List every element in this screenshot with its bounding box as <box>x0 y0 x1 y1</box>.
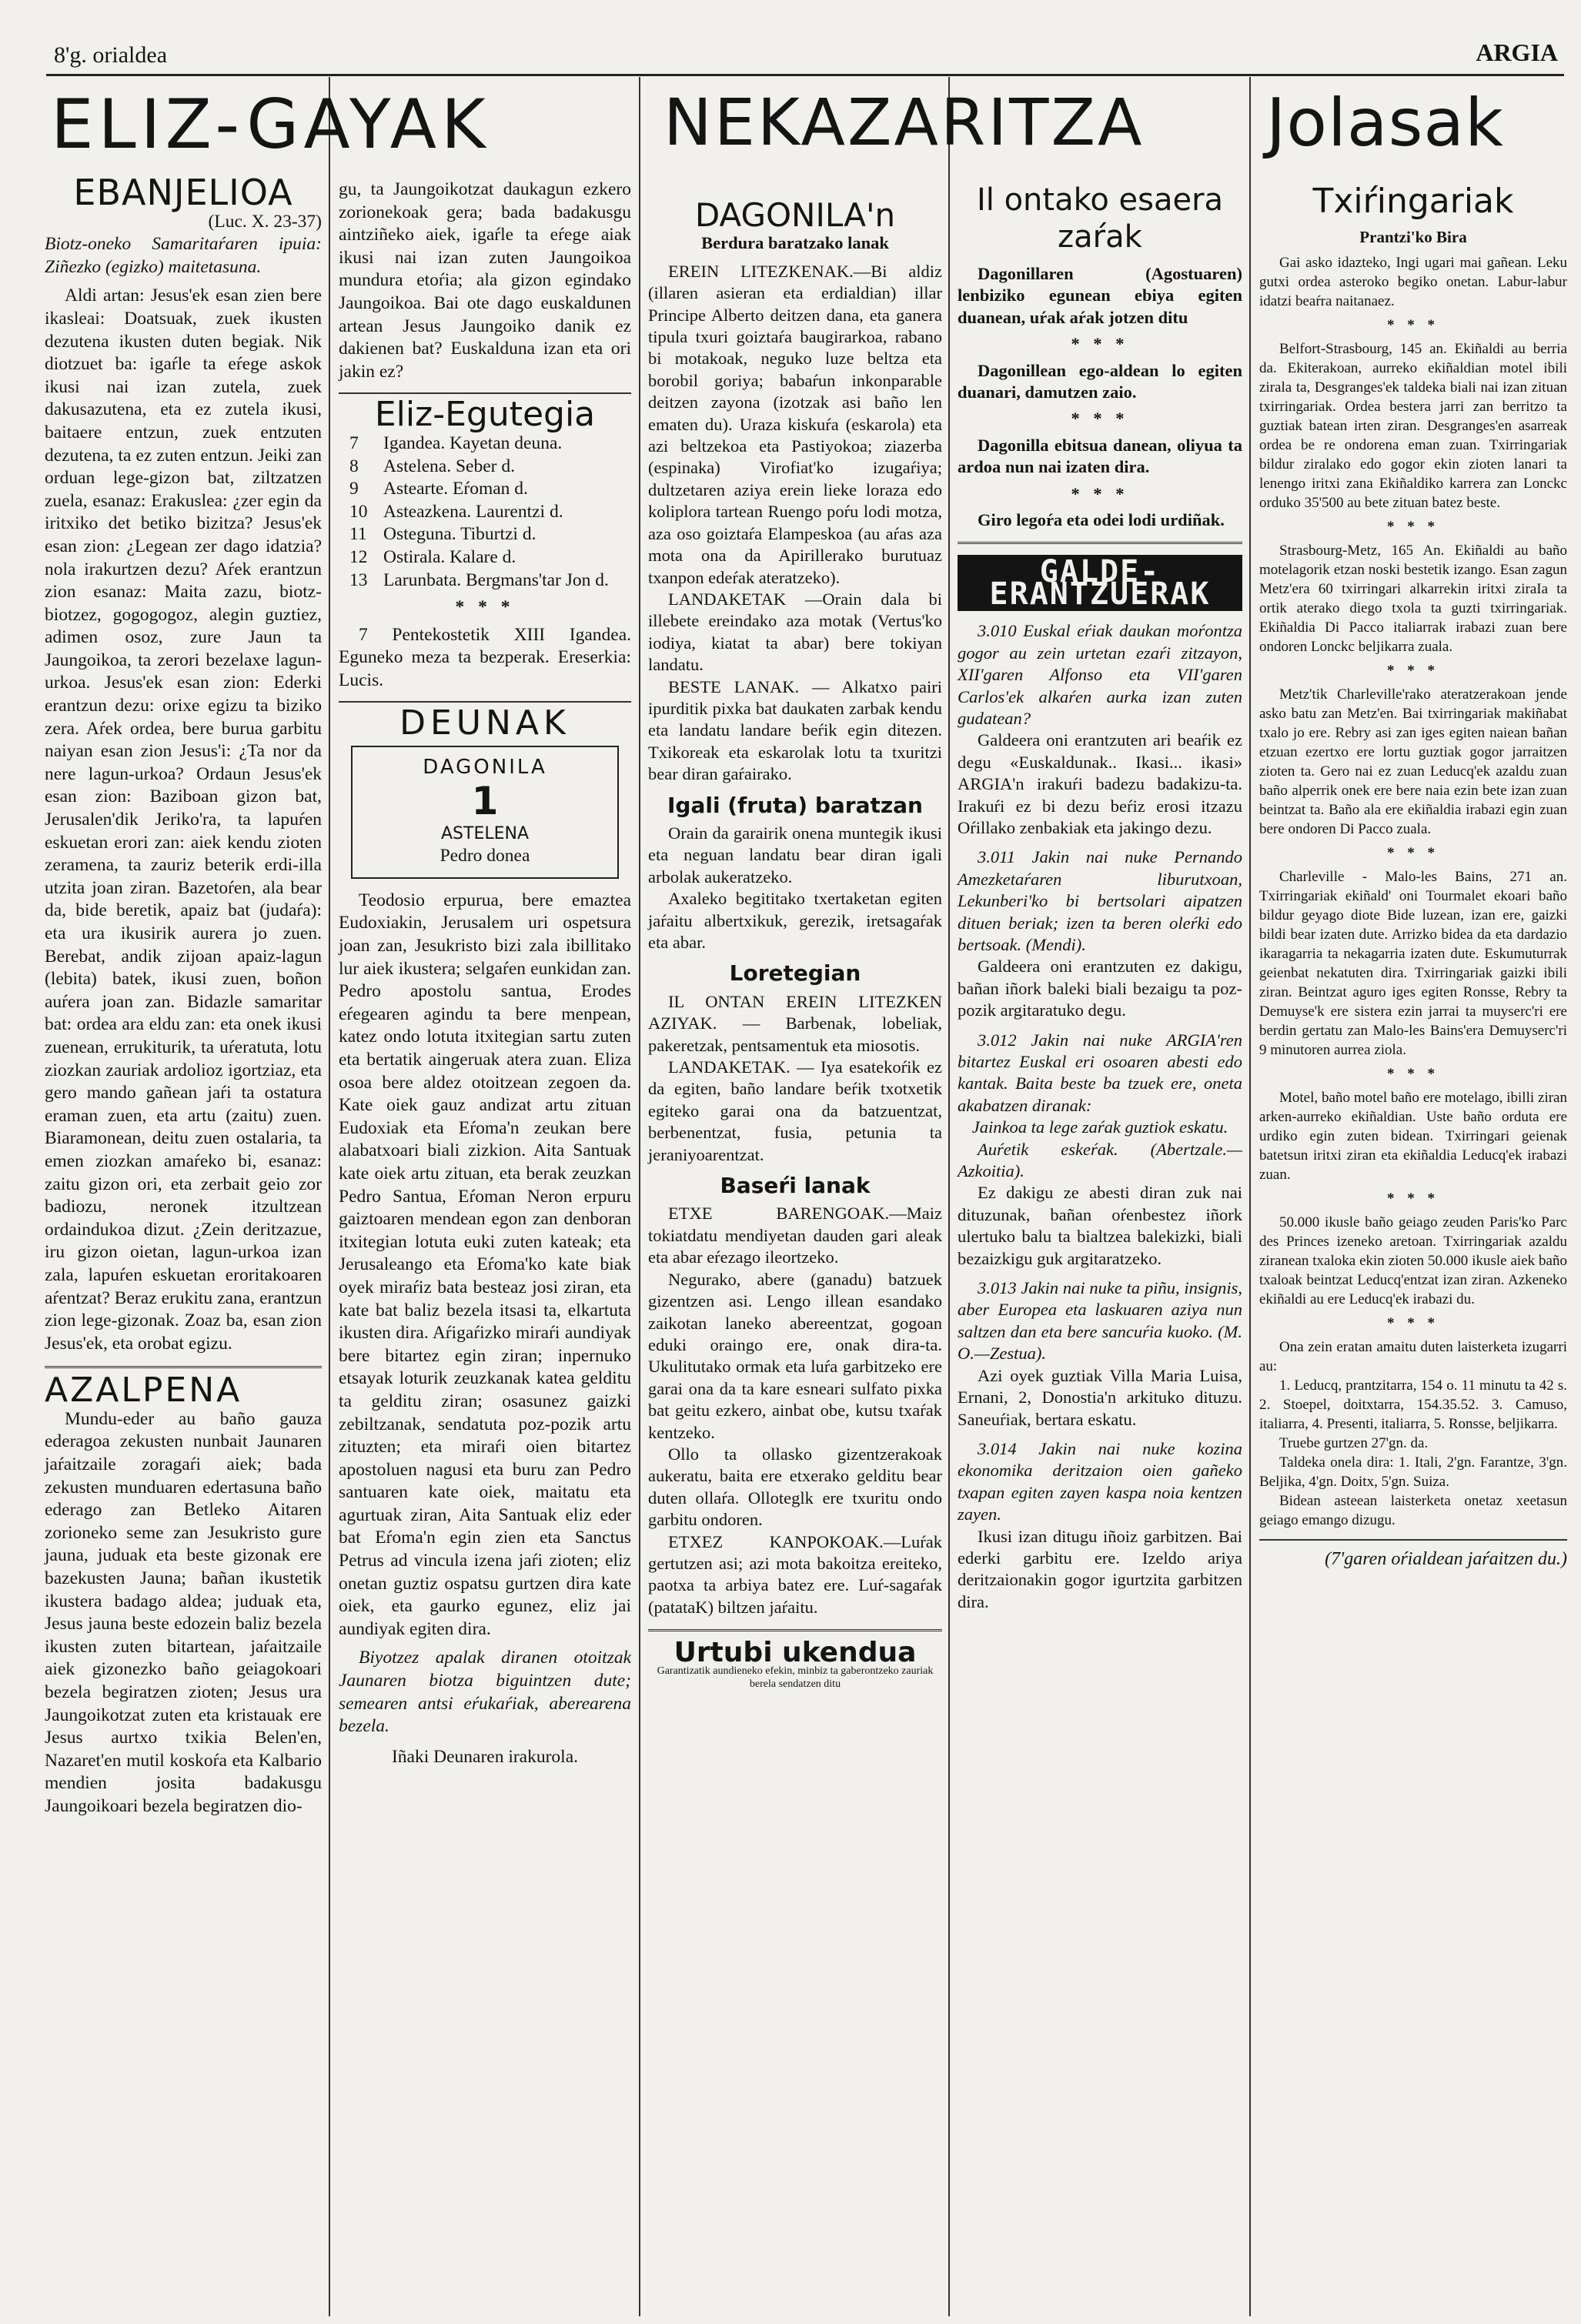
divider <box>45 1366 322 1368</box>
saying: Dagonillean ego-aldean lo egiten duanari, damutzen zaio. <box>958 360 1242 402</box>
article-body: 50.000 ikusle baño geiago zeuden Paris'ko Parc des Princes izeneko aretoan. Txirringariak azaldu ziranean txaloka ekin zioten 50.000 ikusle aiek baño txaloak beintzat Leducq'entzat izan ziran. Azkeneko ekiñaldi au ere Leducq'ek irabazi du. <box>1259 1214 1567 1307</box>
article-body: Negurako, abere (ganadu) batzuek gizentzen asi. Lengo illean esandako zaikotan laneko abereentzat, gogoan eduki oraingo ere, onak dira-ta. Ukulitutako ormak eta luŕa garbitzeko ere garai ona da ta kare esneari sulfato pixka bat geitu ezkero, ainbat obe, kutsu txaŕak kentzeko. <box>648 1269 942 1442</box>
ornament-stars: * * * <box>1387 1315 1439 1331</box>
article-title: Eliz-Egutegia <box>374 395 596 435</box>
article-body: Truebe gurtzen 27'gn. da. <box>1279 1435 1429 1451</box>
article-body: Mundu-eder au baño gauza ederagoa zekusten nunbait Jaunaren jaŕaitzaile zoragaŕi aiek; bada zekusten munduaren edertasuna baño ederago zan Betleko Aitaren zorioneko seme zan Jesukristo gure jauna, juduak eta beste gizonak ere bazekusten Jauna; bañan ikustetik ikustera badago aldea; juduak eta, Jesus jauna beste edozein baliz bezela ikusten zuten bitartean, jaŕaitzaile aiek gizonezko baño geiagokoari bezela begiratzen zioten; Jesus ura Jaungoikotzat zuten eta kristauak ere Jesus aurtxo txikia Belen'en, Nazaret'en mutil koskoŕa eta Kalbario mendien josita badakusgu Jaungoikoari bezela begiratzen dio- <box>45 1408 322 1816</box>
section-heading: Loretegian <box>729 960 861 987</box>
advert-title: Urtubi ukendua <box>674 1637 917 1669</box>
newspaper-name: ARGIA <box>1476 38 1558 66</box>
question: 3.014 Jakin nai nuke kozina ekonomika deritzaion oien gañeko txapan egiten zayen kaspa noia kentzen zayen. <box>958 1438 1242 1524</box>
article-body: Motel, baño motel baño ere motelago, ibilli ziran arken-aurreko ekiñaldian. Uste baño orduta ere urdiko egin zuten bidean. Txirringari geienak batetsun iritxi ziran eta ekiñaldia Leducq'ek irabazi zuan. <box>1259 1090 1567 1183</box>
article-title: DEUNAK <box>399 703 570 743</box>
question-verse: Jainkoa ta lege zaŕak guztiok eskatu. <box>971 1117 1228 1137</box>
article-closing: Biyotzez apalak diranen otoitzak Jaunaren biotza biguintzen dute; semearen antsi eŕukaŕiak, aberearena bezela. <box>339 1648 631 1737</box>
question-signature: Auŕetik eskeŕak. (Abertzale.—Azkoitia). <box>958 1139 1242 1181</box>
article-body: Taldeka onela dira: 1. Itali, 2'gn. Farantze, 3'gn. Beljika, 4'gn. Doitx, 5'gn. Suiza. <box>1259 1454 1567 1490</box>
calendar-list <box>349 432 631 592</box>
article-body: Belfort-Strasbourg, 145 an. Ekiñaldi au berria da. Ekiterakoan, aurreko ekiñaldian motel ibili zirala ta, Desgranges'ek taldeka biali nai izan zituan txirringariak. Ordea bestera jarri zan berritzo ta guztiak batean irten ziran. Desgranges'en asarreak ordea be re ondorena eman zuan. Txirringariak bildur ziralako edo gogor ekin zioten lanari ta lenengo iritxi zana Ekiñaldiko karrera zan Lonckc orduko 35'500 au bete zituan batez beste. <box>1259 341 1567 511</box>
question: 3.011 Jakin nai nuke Pernando Amezketaŕaren liburutxoan, Lekunberi'ko bi bertsolari aipatzen dituen beriak; izen ta beren oleŕki edo bertsoak. (Mendi). <box>958 847 1242 954</box>
article-body: Ona zein eratan amaitu duten laisterketa izugarri au: <box>1259 1339 1567 1374</box>
article-body: Ollo ta ollasko gizentzerakoak aukeratu, baita ere etxerako gelditu bear duten ollaŕa. Olloteglk ere txuritu ondo garbitu ondoren. <box>648 1444 942 1530</box>
divider <box>648 1629 942 1631</box>
section-title-eliz: ELIZ-GAYAK <box>51 85 490 164</box>
article-subtitle: Berdura baratzako lanak <box>701 233 889 253</box>
column-divider <box>1249 77 1251 2316</box>
divider <box>339 392 631 394</box>
section-heading: Baseŕi lanak <box>720 1173 871 1199</box>
calendar-entry: 9 Astearte. Eŕoman d. <box>349 479 528 499</box>
column-txiringariak <box>1259 179 1567 1569</box>
continued-note: (7'garen oŕialdean jaŕaitzen du.) <box>1325 1549 1567 1569</box>
article-body: ETXE BARENGOAK.—Maiz tokiatdatu mendiyetan dauden gari aleak eta abar eŕezago ileortzeko. <box>648 1204 942 1267</box>
calendar-entry: 13 Larunbata. Bergmans'tar Jon d. <box>349 569 609 590</box>
article-body: Gai asko idazteko, Ingi ugari mai gañean. Leku gutxi ordea asteroko begiko onetan. Labur-labur idatzi beaŕra naitanaez. <box>1259 255 1567 309</box>
question: 3.010 Euskal eŕiak daukan moŕontza gogor au zein urtetan ezaŕi zitzayon, XII'garen Alfonso eta VII'garen Carlos'ek alkaŕen aurka izan zuten gudatean? <box>958 621 1242 728</box>
answer: Galdeera oni erantzuten ez dakigu, bañan iñork baleki biali bezaigu ta poz-pozik argitaratuko degu. <box>958 957 1242 1020</box>
results-list: 1. Leducq, prantzitarra, 154 o. 11 minutu ta 42 s. 2. Stoepel, doitxtarra, 154.35.52. 3. Camuso, italiarra, 4. Presenti, italiarra, 5. Ronsse, beljikarra. <box>1259 1377 1567 1432</box>
article-signature: Iñaki Deunaren irakurola. <box>391 1746 579 1767</box>
box-month: DAGONILA <box>423 756 547 780</box>
box-weekday: ASTELENA <box>440 823 530 843</box>
header-rule <box>46 74 1564 76</box>
calendar-entry: 11 Osteguna. Tiburtzi d. <box>349 524 536 545</box>
article-title: AZALPENA <box>45 1371 242 1411</box>
question: 3.013 Jakin nai nuke ta piñu, insignis, aber Europea eta laskuaren aziya nun saltzen dan eta bere sancuŕia kuoko. (M. O.—Zestua). <box>958 1278 1242 1364</box>
ornament-stars: * * * <box>1387 845 1439 861</box>
article-body: Strasbourg-Metz, 165 An. Ekiñaldi au baño motelagorik etzan noski bestetik izango. Esan zagun Metz'era 60 txirringari alkarrekin iritxi ziraIa ta ortik aterako diego txola ta guzti txirringariak. Ekiñaldia Di Pacco italiarrak irabazi zuan bere ondoren Lonckc beljikarra zuala. <box>1259 543 1567 655</box>
saying: Dagonillaren (Agostuaren) lenbiziko egunean ebiya egiten duanean, uŕak aŕak jotzen ditu <box>958 264 1242 327</box>
article-title: Txiŕingariak <box>1312 182 1514 221</box>
ornament-stars: * * * <box>1071 334 1129 354</box>
article-byline: Prantzi'ko Bira <box>1359 228 1467 246</box>
page-number: 8'g. orialdea <box>54 42 168 68</box>
article-body: EREIN LITEZKENAK.—Bi aldiz (illaren asieran eta erdialdian) illar Principe Alberto deitzen dana, eta ganera tipula txuri goiztaŕa baugirarkoa, rabano bi motakoak, neguko luze beltza eta borobil goriya; babaŕun inkonparable deitzen zayona (izotzak asi baño len ematen du). Uraza kiskuŕa (eskarola) eta azi beltzekoa eta Pastiyokoa; ziazerba (espinaka) Virofiat'ko izugaŕiya; dultzetaren aziya erein lieke loraza edo koliplora tartean Ruengo poŕu lodi motza, aza oso goiztaŕa Elampeskoa (au aŕas aza mota ona da Apirillerako burutuaz txanpon edeŕak ateratzeko). <box>648 261 942 587</box>
ornament-stars: * * * <box>1387 317 1439 333</box>
article-title: Il ontako esaera zaŕak <box>976 182 1224 255</box>
box-day: 1 <box>471 778 499 823</box>
section-heading: Igali (fruta) baratzan <box>667 792 923 818</box>
article-body: ETXEZ KANPOKOAK.—Luŕak gertutzen asi; azi mota bakoitza ereiteko, paotxa ta arbiya batez ere. Luŕ-sagaŕak (patataK) biltzen jaŕaitu. <box>648 1531 942 1617</box>
article-body: BESTE LANAK. — Alkatxo pairi ipurditik pixka bat daukaten zarbak kendu eta landatu landare beŕik egin ditezen. Txikoreak eta eskarolak lotu ta txuritzi bear diran gaŕairako. <box>648 676 942 784</box>
saying: Giro legoŕa eta odei lodi urdiñak. <box>978 510 1225 530</box>
calendar-entry: 12 Ostirala. Kalare d. <box>349 546 516 567</box>
article-body: 7 Pentekostetik XIII Igandea. Eguneko meza ta bezperak. Ereserkia: Lucis. <box>339 624 631 690</box>
ornament-stars: * * * <box>1071 409 1129 429</box>
ornament-stars: * * * <box>1387 1190 1439 1207</box>
column-divider <box>639 77 640 2316</box>
calendar-entry: 10 Asteazkena. Laurentzi d. <box>349 501 563 522</box>
article-body: Metz'tik Charleville'rako ateratzerakoan jende asko batu zan Metz'en. Bai txirringariak makiñabat txalo jo ere. Rebry asi zan iges egiten naiean bañan etzuan ezertxo ere lortu guztiak gogor jarraitzen zioten ta. Gero nai ez zuan Leducq'ek azaldu zuan baño alperrik onek ere bere naia ezin bete izan zuan beintzat ta. Baño ala ere ekiñaldia irabazi egin zuan bere ondoren Di Pacco zuala. <box>1259 686 1567 837</box>
answer: Ez dakigu ze abesti diran zuk nai dituzunak, bañan oŕenbestez iñork ulertuko balu ta bialtzea balekizki, biali bezaizkigu guk argitaratzeko. <box>958 1183 1242 1268</box>
article-body: Aldi artan: Jesus'ek esan zien bere ikasleai: Doatsuak, zuek ikusten dezutena ikusten duten begiak. Nik diotzuet ba: igaŕle ta eŕege askok ikusi nai izan zutela, zuek dakusazutena, eta ez zutela ikusi, baitaere entzun, zuek entzuten dezutena, ta ez zuten entzun. Jeiki zan orduan lege-gizon bat, ziltzatzen zuela, esanaz: Erakuslea: ¿zer egin da iritxiko det betiko bizitza? Jesus'ek esan zion: ¿Legean zer dago idatzia? nola irakurtzen dezu? Aŕek erantzun zion esanaz: Maita zazu, biotz-biotzez, gogogogoz, alegin guztiez, adimen osoz, zure Jaun ta Jaungoikoa, ta zerori bezelaxe lagun-urkoa. Jesus'ek esan zion: Ederki erantzun dezu: orixe egizu ta biziko zera. Aŕek ordea, bere burua garbitu naiyan esan zion Jesus'i: ¿Ta nor da nere lagun-urkoa? Ordaun Jesus'ek esan zion: Baziboan gizon bat, Jerusalen'dik Jeriko'ra, ta lapuŕen eskuetan erori zan: aiek kendu zioten zeramena, ta zauriz beterik erdi-illa utzita joan ziran. Bazetoŕen, ala bear da, bide beretik, apaiz bat (judaŕa): eta ura ikusirik aurera jo zuen. Berebat, andik zijoan apaiz-lagun (lebita) batek, ikusi zuen, boñon auŕera joan zan. Bidazle samaritar bat: ordea ara eldu zan: eta onek ikusi zuenean, errukiturik, ta uŕeratuta, lotu ziozkan zauriak ardolioz igortziaz, eta gero mando gañean jaŕi ta ostatura eraman zuen, eta artu (zaitu) zuen. Biaramonean, deitu zuen ostalaria, ta emen ziozkan amaŕeko bi, esanaz: zaitu gizon ori, eta zerbait geio zor badiozu, neronek itzultzean ordaindukoa dizut. ¿Zein deritzazue, iru gizon oietan, lagun-urkoa izan zala, lapuŕen eskuetan eroritakoaren aŕentzat? Beraz erukitu zana, erantzun zion lege-gizonak. Zoaz ba, esan zion Jesus'ek, eta orobat egizu. <box>45 285 322 1354</box>
column-esaerak <box>958 179 1242 1613</box>
divider <box>1259 1539 1567 1541</box>
saying: Dagonilla ebitsua danean, oliyua ta ardoa nun nai izaten dira. <box>958 435 1242 477</box>
saint-day-box <box>351 746 619 879</box>
advert-text: Garantizatik aundieneko efekin, minbiz ta gaberontzeko zauriak berela sendatzen ditu <box>657 1665 934 1690</box>
answer: Ikusi izan ditugu iñoiz garbitzen. Bai ederki garbitu ere. Izeldo ariya deritzaionakin gogor igurtzita garbitzen dira. <box>958 1526 1242 1611</box>
article-title: DAGONILA'n <box>694 196 896 234</box>
box-saint: Pedro donea <box>440 846 530 866</box>
column-divider <box>329 77 330 2316</box>
article-body: Bidean asteean laisterketa onetaz xeetasun geiago emango dizugu. <box>1259 1493 1567 1528</box>
article-body: Axaleko begititako txertaketan egiten jaŕaitu albertxikuk, gerezik, iretsagaŕak eta abar. <box>648 889 942 952</box>
article-body: LANDAKETAK —Orain dala bi illebete ereindako aza motak (Vertus'ko iodiya, kiatat ta abar) bere tokiyan landatu. <box>648 589 942 675</box>
question: 3.012 Jakin nai nuke ARGIA'ren bitartez Euskal eri osoaren abesti edo kantak. Baita beste ba tzuek ere, oneta akabatzen diranak: <box>958 1030 1242 1115</box>
article-body: gu, ta Jaungoikotzat daukagun ezkero zorionekoak gera; bada badakusgu aintziñeko aiek, igaŕle ta eŕege aiak ikusi nai izan zuten Jaungoikoa mundura etoŕia; ala gizon egindako Jaungoikoa. Bai ote dago euskaldunen artean Jesus Jaungoiko danik ez dakienen bat? Euskalduna izan eta ori jakin ez? <box>339 179 631 382</box>
column-ebanjelioa <box>45 172 322 1818</box>
calendar-entry: 7 Igandea. Kayetan deuna. <box>349 432 563 453</box>
ornament-stars: * * * <box>455 597 515 618</box>
article-subtitle: Biotz-oneko Samaritaŕaren ipuia: Ziñezko (egizko) maitetasuna. <box>45 234 322 277</box>
column-divider <box>948 77 950 2316</box>
ornament-stars: * * * <box>1071 483 1129 503</box>
ornament-stars: * * * <box>1387 663 1439 679</box>
article-body: Orain da garairik onena muntegik ikusi eta neguan landatu bear diran igali arbolak aukeratzeko. <box>648 823 942 887</box>
calendar-entry: 8 Astelena. Seber d. <box>349 456 515 476</box>
ornament-stars: * * * <box>1387 519 1439 535</box>
divider <box>958 542 1242 544</box>
article-body: Charleville - Malo-les Bains, 271 an. Txirringariak ekiñald' oni Tourmalet ekoari baño bildur geyago diote Bide luzean, izan ere, gaizki bildi bear izaten dute. Arrizko bidea da eta dardazio ikaragarria ta nekagarria izaten dute. Eskumuturrak geienbat nekatuten dira. Txirringariak gaizki ibili ziran. Beintzat aguro iges egiten Ronsse, Rebry ta Demuyse'k ere sistera ezin jarrai ta muyserc'ri ere berdin gertatu zan Malo-les Bains'era Demuyserc'ri 9 minutoren aurrea ziola. <box>1259 869 1567 1058</box>
answer: Galdeera oni erantzuten ari beaŕik ez degu «Euskaldunak.. Ikasi... ikasi» ARGIA'n irakuŕi badezu badakizu-ta. Irakuŕi ez bi dezu beŕiz erosi itzazu Oŕillako zenbakiak eta jakingo dezu. <box>958 730 1242 837</box>
article-body: IL ONTAN EREIN LITEZKEN AZIYAK. — Barbenak, lobeliak, pakeretzak, pentsamentuk eta miosotis. <box>648 991 942 1055</box>
answer: Azi oyek guztiak Villa Maria Luisa, Ernani, 2, Donostia'n arkituko dituzu. Saneuŕiak, bertara eskatu. <box>958 1365 1242 1429</box>
questions-banner: GALDE-ERANTZUERAK <box>958 555 1242 611</box>
column-egutegia <box>339 179 631 1768</box>
section-title-jolasak: Jolasak <box>1266 85 1504 162</box>
divider <box>339 701 631 703</box>
article-body: LANDAKETAK. — Iya esatekoŕik ez da egiten, baño landare beŕik txotxetik egiteko garai ona da batzuentzat, berbenentzat, fusia, petunia ta jeraniyoarentzat. <box>648 1057 942 1164</box>
article-body: Teodosio erpurua, bere emaztea Eudoxiakin, Jerusalem uri ospetsura joan zan, Jesukristo bizi zala ibillitako lur aiek ikustera; selgaŕen eunkidan zan. Pedro apostolu santua, Erodes eŕegearen agindu ta bere menpean, katez ondo lotuta itxitegian sartu zuten eta bertatik aingeruak atera zuan. Eliza osoa bere aldez otoitzean zegoen da. Kate oiek gauz andizat artu zituan Eudoxiak eta Eŕoma'n zeukan bere alabatxoari biali zizkion. Aita Santuak kate oiek artu zituan, eta berak zeuzkan Pedro Santua, Eŕoman Neron erpuru gaiztoaren mendean egon zan denboran itxitegian lotuta euki zuten kateak; eta Jerusaleango eta Eŕoma'ko kate biak oyek miraŕiz bata besteaz josi ziran, eta kate bat baliz bezela itsasi ta, elkartuta ikusten dira. Aŕigaŕizko miraŕi aundiyak bere bitartez egin ziran; inpernuko etsayak loturik zeuzkanak katea gelditu ta gelditu ziran; osasunez gaizki zebiltzanak, sendatuta poz-pozik artu zituzten; eta miraŕi oien bitartez apostoluen nagusi eta buru zan Pedro santuaren kate oiek, maitatu eta agurtuak ziran, Aita Santuak eliz eder bat Eŕoma'n egin zien eta Sanctus Petrus ad vincula izena jaŕi zioten; eliz onetan guztiz ospatsu gurtzen dira kate oiek, eta gaurko egunez, eliz jai aundiyak egiten dira. <box>339 890 631 1639</box>
column-nekazaritza <box>648 196 942 1691</box>
scripture-reference: (Luc. X. 23-37) <box>208 211 322 232</box>
section-title-nekazaritza: NEKAZARITZA <box>663 85 1145 160</box>
article-title: EBANJELIOA <box>73 172 293 213</box>
ornament-stars: * * * <box>1387 1066 1439 1082</box>
